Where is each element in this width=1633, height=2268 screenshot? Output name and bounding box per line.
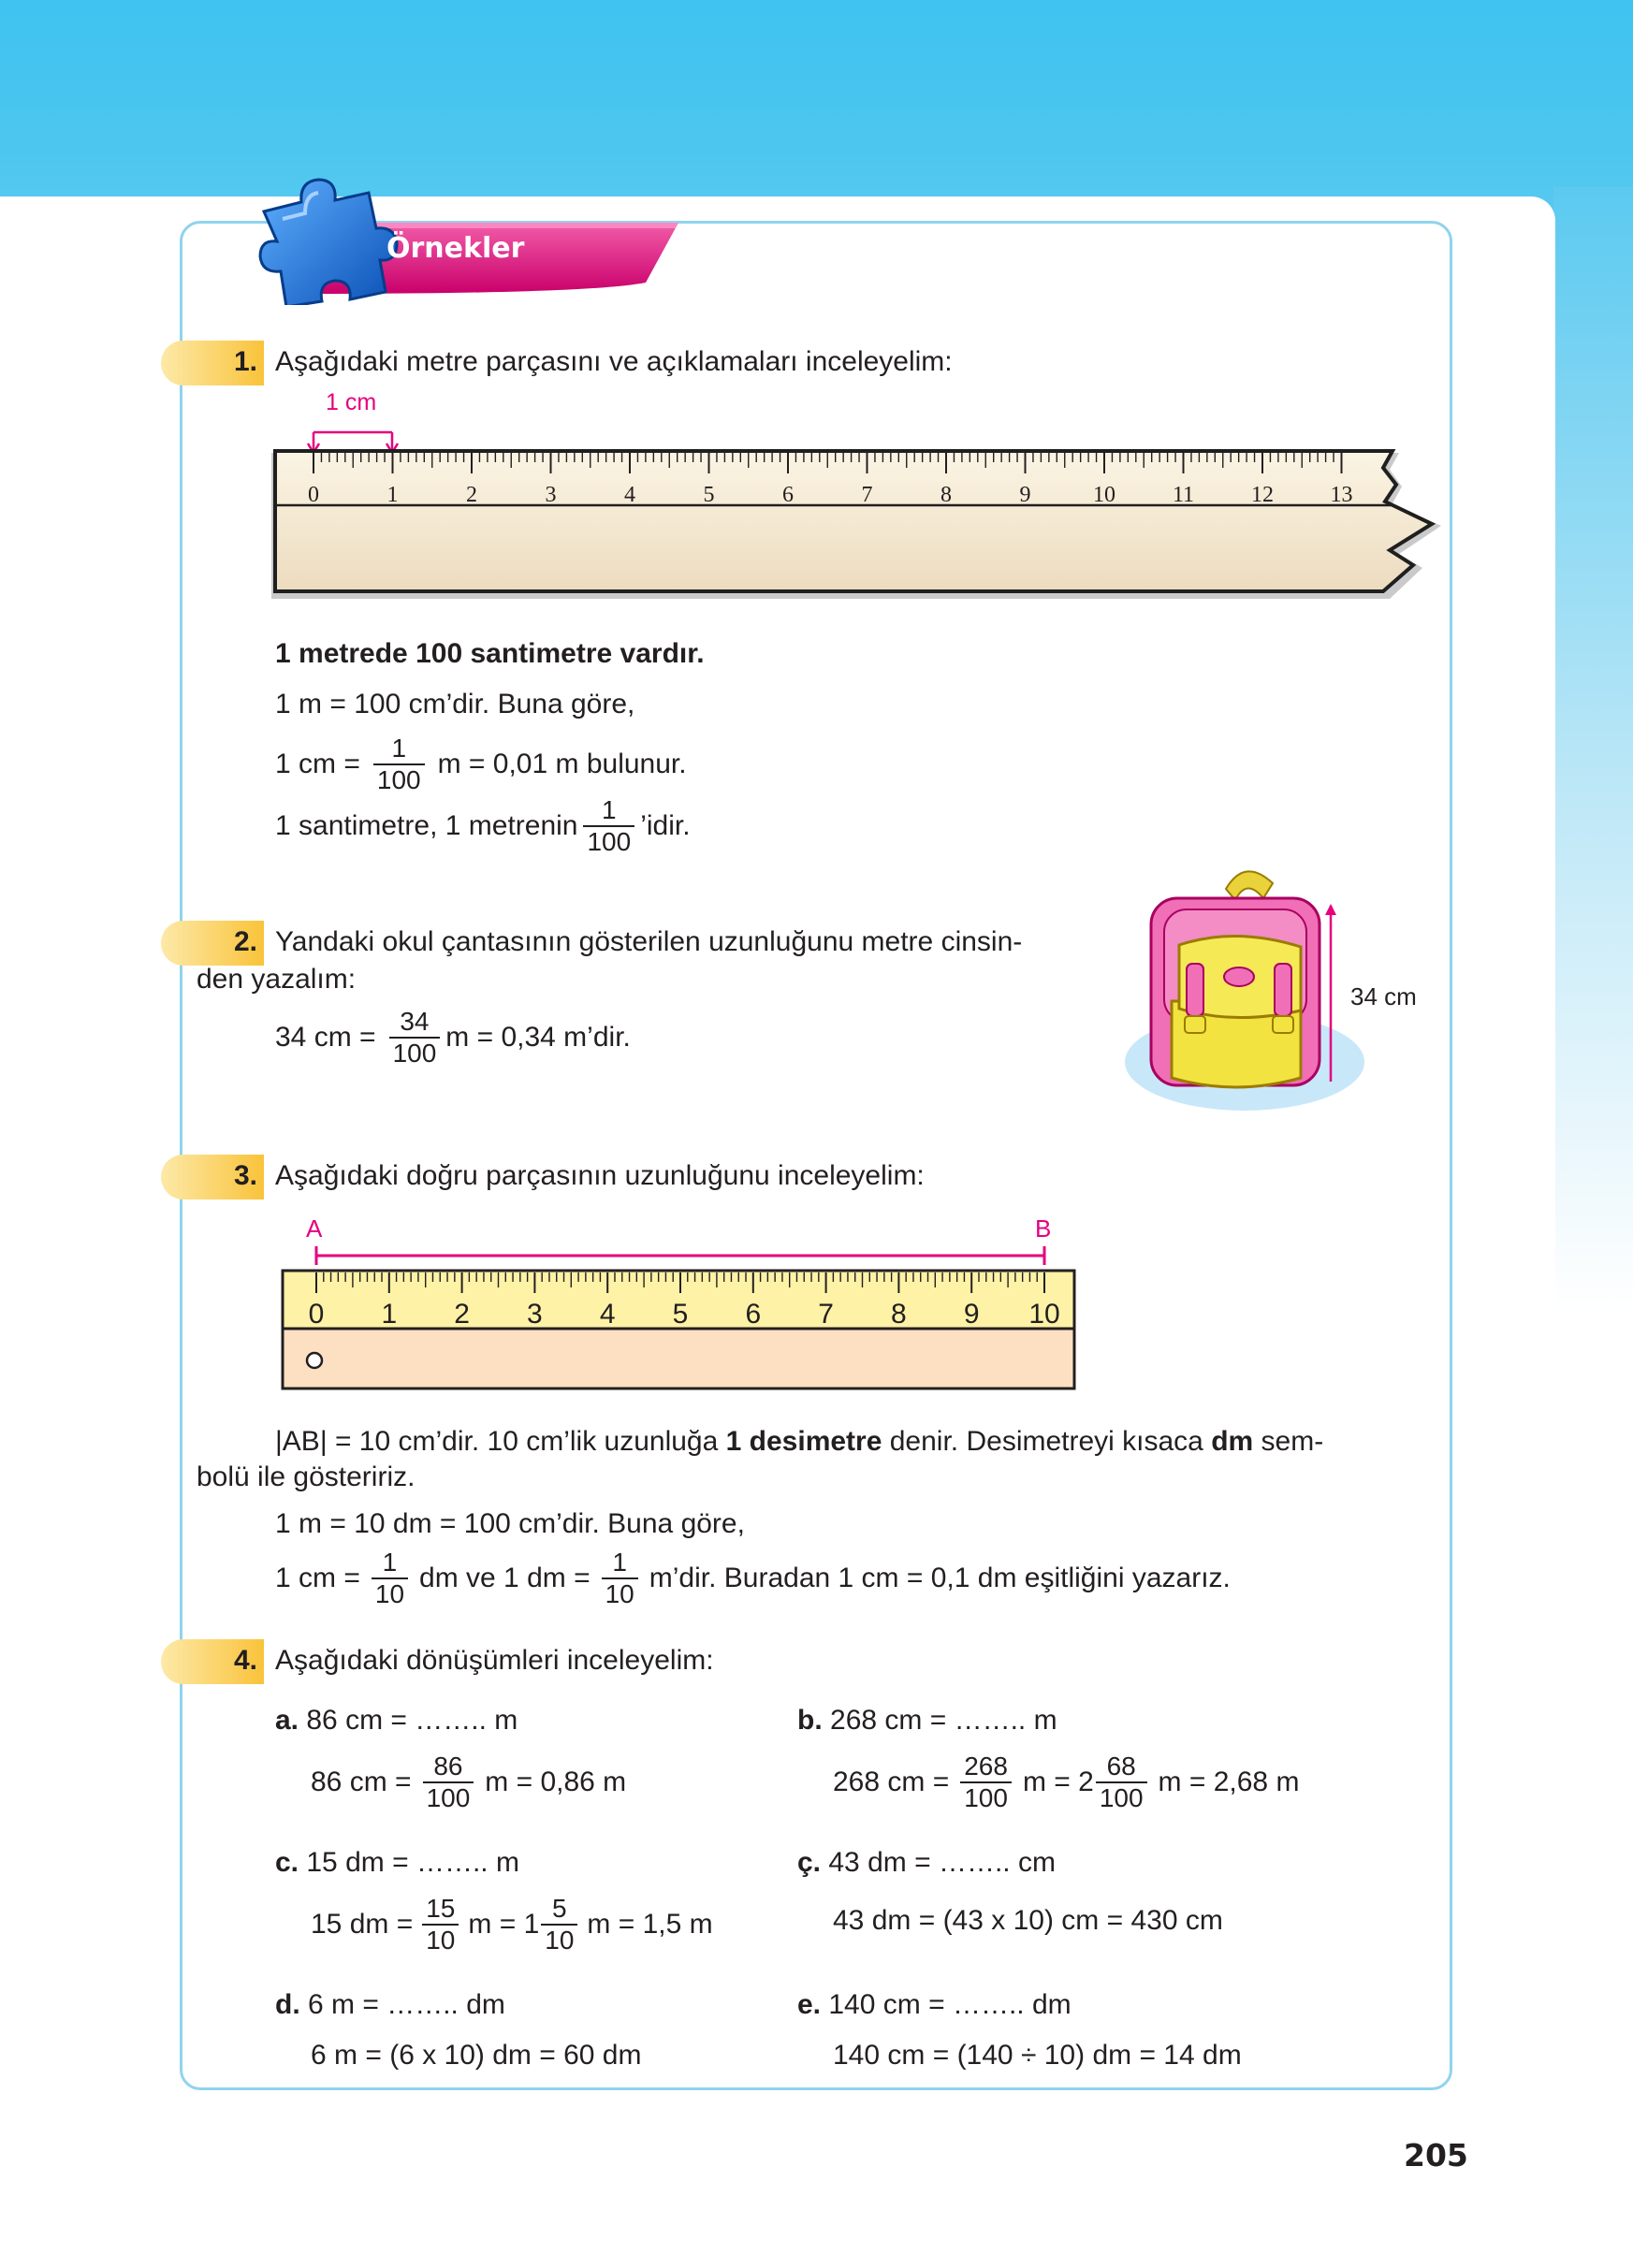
ruler-label: 12 (1251, 483, 1274, 507)
puzzle-piece-icon (245, 174, 404, 305)
denominator: 100 (373, 763, 425, 793)
item-label: a. (275, 1705, 299, 1736)
numerator: 68 (1106, 1752, 1136, 1781)
item-e-question (797, 1989, 1072, 2021)
ruler-label: 6 (782, 483, 794, 507)
fraction (1096, 1753, 1147, 1811)
section-title: Örnekler (386, 232, 525, 265)
eq-text: 86 cm = (311, 1766, 412, 1797)
example3-paragraph (275, 1426, 1323, 1458)
backpack-height-label: 34 cm (1350, 982, 1417, 1010)
ruler-label: 6 (745, 1299, 762, 1330)
ruler-label: 7 (861, 483, 873, 507)
question-number-3: 3. (234, 1160, 258, 1191)
eq-text: m = 2 (1022, 1766, 1094, 1797)
ruler-label: 4 (624, 483, 635, 507)
item-cc-question (797, 1847, 1056, 1879)
item-d-question (275, 1989, 505, 2021)
fraction (372, 1549, 408, 1607)
item-b-solution (833, 1753, 1299, 1811)
denominator: 100 (423, 1781, 474, 1811)
question-number-4: 4. (234, 1645, 258, 1676)
eq-text: m = 0,34 m’dir. (445, 1022, 631, 1053)
denominator: 100 (389, 1037, 441, 1067)
ruler-label: 0 (308, 483, 319, 507)
eq-text: m = 0,01 m bulunur. (437, 749, 687, 779)
ruler-label: 0 (308, 1299, 325, 1330)
example2-equation (275, 1009, 631, 1067)
backpack-illustration (1123, 861, 1376, 1118)
item-label: ç. (797, 1847, 822, 1878)
ruler-label: 8 (940, 483, 952, 507)
eq-text: m = 1,5 m (587, 1909, 713, 1940)
eq-text: ’idir. (640, 810, 691, 841)
denominator: 100 (1096, 1781, 1147, 1811)
fraction (960, 1753, 1012, 1811)
fraction (423, 1753, 474, 1811)
cm-label: 1 cm (326, 389, 377, 415)
eq-text: 1 cm = (275, 1563, 360, 1593)
eq-text: m = 2,68 m (1158, 1766, 1300, 1797)
fraction (541, 1896, 577, 1954)
fraction (583, 797, 634, 855)
school-ruler (277, 1235, 1082, 1394)
numerator: 1 (612, 1548, 627, 1577)
denominator: 100 (960, 1781, 1012, 1811)
ruler-label: 8 (891, 1299, 907, 1330)
item-a-question (275, 1705, 518, 1737)
numerator: 15 (426, 1894, 456, 1923)
example3-line3 (275, 1549, 1231, 1607)
example1-line3 (275, 735, 687, 793)
numerator: 268 (964, 1752, 1008, 1781)
ruler-label: 1 (381, 1299, 398, 1330)
question-text: 43 dm = …….. cm (828, 1847, 1056, 1878)
fraction (602, 1549, 638, 1607)
item-b-question (797, 1705, 1057, 1737)
ruler-label: 1 (386, 483, 399, 507)
term-desimetre: 1 desimetre (725, 1426, 882, 1457)
ruler-label: 4 (599, 1299, 616, 1330)
ruler-label: 7 (818, 1299, 834, 1330)
denominator: 10 (541, 1924, 577, 1954)
question-text: 140 cm = …….. dm (828, 1989, 1072, 2020)
point-b-label: B (1035, 1214, 1052, 1243)
denominator: 10 (372, 1577, 408, 1607)
denominator: 10 (602, 1577, 638, 1607)
numerator: 1 (382, 1548, 398, 1577)
question-text: 15 dm = …….. m (306, 1847, 519, 1878)
question-number-1: 1. (234, 346, 258, 377)
numerator: 1 (391, 734, 407, 763)
item-label: d. (275, 1989, 300, 2020)
fraction (373, 735, 425, 793)
example3-paragraph-line2: bolü ile gösteririz. (197, 1461, 416, 1492)
paragraph-text: denir. Desimetreyi kısaca (882, 1426, 1212, 1457)
ruler-label: 5 (703, 483, 715, 507)
question-text: 6 m = …….. dm (308, 1989, 505, 2020)
example1-line4 (275, 797, 691, 855)
item-a-solution (311, 1753, 626, 1811)
example4-prompt: Aşağıdaki dönüşümleri inceleyelim: (275, 1645, 714, 1676)
eq-text: m’dir. Buradan 1 cm = 0,1 dm eşitliğini yazarız. (649, 1563, 1231, 1593)
ruler-label: 2 (454, 1299, 470, 1330)
item-label: c. (275, 1847, 299, 1878)
eq-text: m = 1 (468, 1909, 540, 1940)
right-color-band (1553, 187, 1633, 1310)
example3-line2: 1 m = 10 dm = 100 cm’dir. Buna göre, (275, 1508, 745, 1539)
question-number-2: 2. (234, 926, 258, 957)
eq-text: dm ve 1 dm = (419, 1563, 591, 1593)
fraction (422, 1896, 459, 1954)
ruler-label: 5 (672, 1299, 689, 1330)
item-label: e. (797, 1989, 822, 2020)
numerator: 5 (552, 1894, 567, 1923)
ruler-label: 9 (1019, 483, 1031, 507)
ruler-label: 2 (466, 483, 477, 507)
ruler-label: 3 (527, 1299, 543, 1330)
eq-text: 1 cm = (275, 749, 360, 779)
eq-text: 268 cm = (833, 1766, 950, 1797)
page-number: 205 (1404, 2137, 1468, 2174)
item-c-solution (311, 1896, 713, 1954)
point-a-label: A (306, 1214, 323, 1243)
item-cc-solution: 43 dm = (43 x 10) cm = 430 cm (833, 1905, 1223, 1936)
item-c-question (275, 1847, 519, 1879)
example2-prompt-line2: den yazalım: (197, 964, 357, 995)
ruler-label: 11 (1172, 483, 1195, 507)
ruler-label: 10 (1093, 483, 1115, 507)
ruler-label: 10 (1028, 1299, 1060, 1330)
denominator: 100 (583, 825, 634, 855)
eq-text: 15 dm = (311, 1909, 414, 1940)
eq-text: m = 0,86 m (485, 1766, 627, 1797)
question-text: 268 cm = …….. m (830, 1705, 1057, 1736)
meter-tape-ruler (262, 404, 1441, 619)
fraction (389, 1009, 441, 1067)
term-dm: dm (1211, 1426, 1254, 1457)
item-e-solution: 140 cm = (140 ÷ 10) dm = 14 dm (833, 2040, 1242, 2071)
eq-text: 34 cm = (275, 1022, 376, 1053)
numerator: 34 (400, 1007, 430, 1036)
eq-text: 1 santimetre, 1 metrenin (275, 810, 578, 841)
example1-prompt: Aşağıdaki metre parçasını ve açıklamaları inceleyelim: (275, 346, 953, 377)
numerator: 86 (433, 1752, 463, 1781)
ruler-label: 3 (545, 483, 557, 507)
ruler-label: 13 (1330, 483, 1353, 507)
denominator: 10 (422, 1924, 459, 1954)
example1-statement: 1 metrede 100 santimetre vardır. (275, 638, 705, 669)
example1-line2: 1 m = 100 cm’dir. Buna göre, (275, 689, 635, 720)
paragraph-text: |AB| = 10 cm’dir. 10 cm’lik uzunluğa (275, 1426, 726, 1457)
ruler-label: 9 (963, 1299, 980, 1330)
question-text: 86 cm = …….. m (306, 1705, 518, 1736)
item-label: b. (797, 1705, 823, 1736)
numerator: 1 (602, 795, 617, 824)
paragraph-text: sem- (1253, 1426, 1324, 1457)
example2-prompt-line1: Yandaki okul çantasının gösterilen uzunluğunu metre cinsin- (275, 926, 1023, 957)
item-d-solution: 6 m = (6 x 10) dm = 60 dm (311, 2040, 642, 2071)
example3-prompt: Aşağıdaki doğru parçasının uzunluğunu inceleyelim: (275, 1160, 925, 1191)
